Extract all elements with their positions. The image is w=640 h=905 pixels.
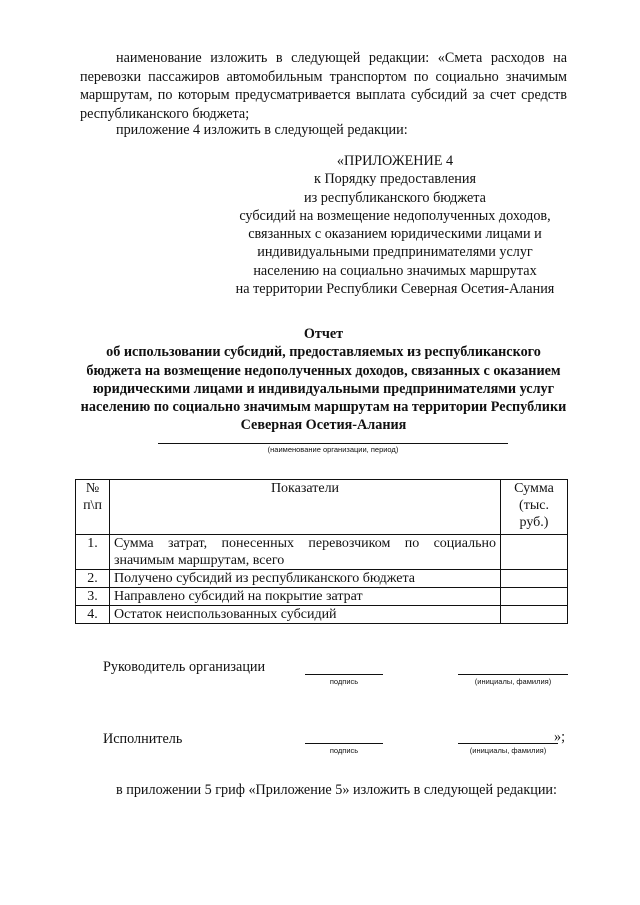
table-row (76, 606, 568, 624)
row-value (501, 535, 568, 570)
table-row (76, 570, 568, 588)
annex-line: связанных с оказанием юридическими лицами и (248, 226, 542, 243)
header-number: № п\п (76, 480, 110, 535)
row-value (501, 606, 568, 624)
annex-line: «ПРИЛОЖЕНИЕ 4 (336, 153, 454, 169)
header-indicators: Показатели (110, 480, 501, 535)
organization-underline (158, 443, 508, 444)
table-header-row (76, 480, 568, 535)
head-signature-line (305, 674, 383, 675)
row-number: 2. (76, 570, 110, 588)
head-initials-caption: (инициалы, фамилия) (474, 677, 552, 686)
annex-line: индивидуальными предпринимателями услуг (257, 244, 533, 261)
row-label: Направлено субсидий на покрытие затрат (110, 588, 501, 606)
row-label: Получено субсидий из республиканского бюджета (110, 570, 501, 588)
head-signature-label: Руководитель организации (103, 659, 266, 675)
organization-caption: (наименование организации, период) (267, 445, 399, 454)
outro-paragraph (80, 781, 567, 800)
intro-paragraph-2 (80, 121, 567, 140)
executor-initials-line (458, 743, 558, 744)
row-number: 1. (76, 535, 110, 570)
annex-heading (215, 152, 575, 298)
row-label: Сумма затрат, понесенных перевозчиком по социально значимым маршрутам, всего (110, 535, 501, 570)
annex-line: к Порядку предоставления (314, 171, 476, 188)
report-title: Отчет (303, 326, 344, 342)
row-value (501, 570, 568, 588)
executor-label: Исполнитель (103, 731, 183, 747)
table-row (76, 535, 568, 570)
row-number: 3. (76, 588, 110, 606)
row-label: Остаток неиспользованных субсидий (110, 606, 501, 624)
row-number: 4. (76, 606, 110, 624)
report-subtitle: об использовании субсидий, предоставляемых из республиканского бюджета на возмещение недополученных доходов, связанных с оказанием юридическими лицами и индивидуальными предпринимателями услуг населению по социально значимым маршрутам на территории Республики Северная Осетия-Алания (80, 344, 567, 434)
intro-text: наименование изложить в следующей редакции: «Смета расходов на перевозки пассажиров автомобильным транспортом по социально значимым маршрутам, по которым предусматривается выплата субсидий за счет средств республиканского бюджета; (80, 50, 567, 122)
header-sum: Сумма (тыс. руб.) (501, 480, 568, 535)
annex-line: субсидий на возмещение недополученных доходов, (239, 207, 551, 224)
executor-signature-caption: подпись (329, 746, 359, 755)
head-initials-line (458, 674, 568, 675)
head-signature-caption: подпись (329, 677, 359, 686)
executor-closing-quote: »; (554, 729, 566, 745)
report-title-block (80, 325, 567, 435)
intro-paragraph (80, 49, 567, 123)
outro-text: в приложении 5 гриф «Приложение 5» изложить в следующей редакции: (116, 782, 557, 798)
table-row (76, 588, 568, 606)
annex-line: населению на социально значимых маршрутах (253, 262, 537, 279)
annex-line: из республиканского бюджета (304, 189, 486, 206)
row-value (501, 588, 568, 606)
annex-line: на территории Республики Северная Осетия-Алания (235, 281, 555, 298)
executor-initials-caption: (инициалы, фамилия) (469, 746, 547, 755)
indicators-table (75, 479, 568, 624)
intro-text-2: приложение 4 изложить в следующей редакции: (116, 122, 408, 138)
executor-signature-line (305, 743, 383, 744)
